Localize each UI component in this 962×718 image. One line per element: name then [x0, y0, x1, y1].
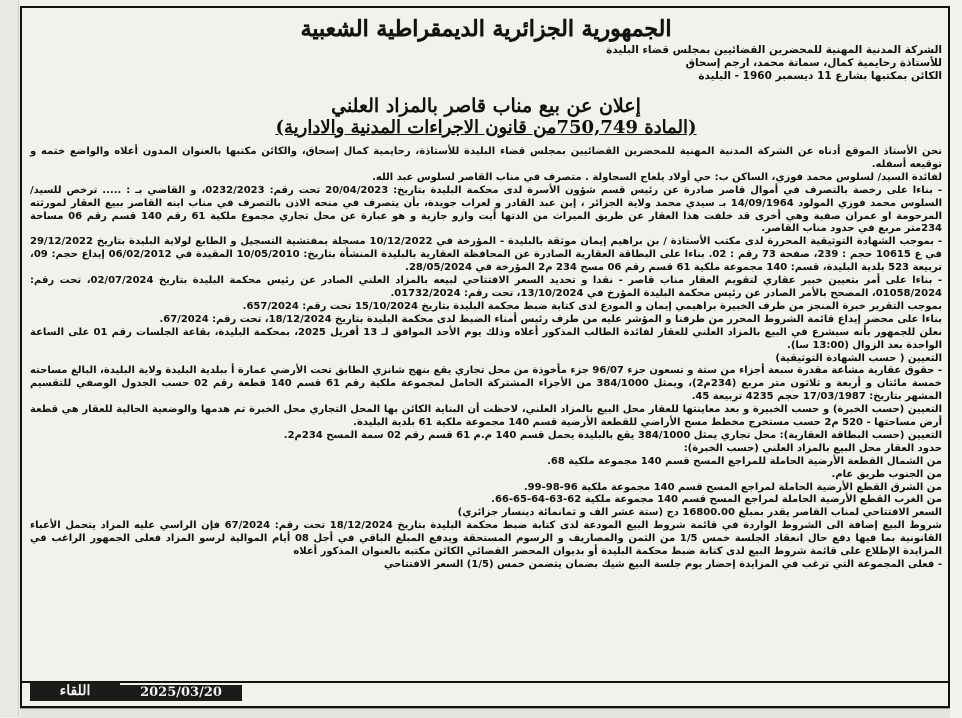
- publication-date: 2025/03/20: [120, 685, 242, 701]
- announcement-subtitle: (المادة 750,749من قانون الاجراءات المدنية والادارية): [275, 117, 697, 138]
- company-line-1: الشركة المدنية المهنية للمحضرين القضائيين بمجلس قضاء البليدة: [606, 44, 942, 56]
- paragraph: - فعلى المجموعة التي ترغب في المزايدة إحضار يوم جلسة البيع شيك بضمان يتضمن خمس (1/5) السعر الافتتاحي: [383, 559, 942, 570]
- newspaper-name: اللقاء: [30, 682, 120, 701]
- boundary-line: من الشمال القطعة الأرضية الحاملة للمراجع المسح قسم 140 مجموعة ملكية 68.: [547, 455, 942, 467]
- announcement-title: إعلان عن بيع مناب قاصر بالمزاد العلني: [331, 95, 641, 117]
- announcement-body: [30, 146, 942, 572]
- boundary-line: من الغرب القطع الأرضية الحاملة لمراجع المسح قسم 140 مجموعة ملكية 62-63-64-65-66.: [491, 494, 942, 506]
- paragraph: بناءا على محضر إيداع قائمة الشروط المحرر من طرفنا و المؤشر عليه من طرف رئيس أمناء الضبط لدى محكمة البليدة بتاريخ 18/12/2024، تحت رقم: 67/2024.: [159, 313, 942, 325]
- paragraph: بموجب التقرير خبرة المنجز من طرف الخبيرة براهيمي إيمان و المودع لدى كتابة ضبط محكمة البليدة بتاريخ 15/10/2024 تحت رقم: 657/2024.: [242, 300, 942, 312]
- page-edge: [0, 0, 19, 717]
- boundary-line: من الجنوب طريق عام.: [831, 468, 942, 480]
- paragraph: لفائدة السيد/ لسلوس محمد فوزي، الساكن ب: حي أولاد يلعاج السحاولة . متصرف في مناب القاصر لسلوس عبد الله.: [372, 171, 942, 183]
- paragraph: التعيين (حسب البطاقة العقارية): محل تجاري يمثل 384/1000 يقع بالبليدة يحمل قسم 140 م.م 61 قسم رقم 02 سمة المسح 234م2.: [283, 429, 942, 441]
- paragraph: - بموجب الشهادة التوثيقية المحررة لدى مكتب الأستاذة / بن براهيم إيمان موثقة بالبليدة - المؤرخة في 10/12/2022 مسجلة بمفتشية التسجيل و الطابع لولاية البليدة بتاريخ 29/12/2022 في ع 10615 حجم : 239، صفحة 73 رقم : 02. بناءا على البطاقة العقارية الصادرة عن المحافظة العقارية بالبليدة المنشأة بتاريخ: 10/05/2010 المقيدة في 06/02/2012 إيداع حجم: 09، تربيعة 523 بلدية البليدة، قسم: 140 مجموعة ملكية 61 قسم رقم 06 مسح 234 م2 المؤرخة في 28/05/2024.: [30, 236, 942, 274]
- boundary-line: من الشرق القطع الأرضية الحاملة لمراجع المسح قسم 140 مجموعة ملكية 96-98-99.: [523, 481, 942, 493]
- company-line-3: الكائن بمكتبها بشارع 11 ديسمبر 1960 - البليدة: [698, 70, 942, 82]
- company-line-2: للأستاذة رحايمية كمال، سماتة محمد، ارجم إسحاق: [685, 57, 942, 69]
- republic-heading: الجمهورية الجزائرية الديمقراطية الشعبية: [300, 16, 672, 42]
- paragraph: - حقوق عقارية مشاعة مقدرة سبعة أجزاء من ستة و تسعون جزء 96/07 جزء مأخوذة من محل تجاري يقع بنهج شانزي الطابق تحت الأرضي عمارة أ ببلدية البليدة ولاية البليدة، البالغ مساحته خمسة مائتان و أربعة و ثلاثون متر مربع (234م2)، ويمثل 384/1000 من الأجزاء المشتركة الحامل لمجموعة ملكية رقم 61 قسم 140 قطعة رقم 02 حسب الجدول الوصفي للتقسيم المشهر بتاريخ: 17/03/1987 حجم 4235 تربيعة 45.: [30, 365, 942, 403]
- paragraph: نعلن للجمهور بأنه سيشرع في البيع بالمزاد العلني للعقار لفائدة الطالب المذكور أعلاه وذلك يوم الأحد الموافق لـ 13 أفريل 2025، بمحكمة البليدة، بقاعة الجلسات رقم 01 على الساعة الواحدة بعد الزوال (13:00 سا).: [30, 326, 943, 351]
- paragraph: - بناءا على أمر بتعيين خبير عقاري لتقويم العقار مناب قاصر - نقدا و تحديد السعر الافتتاحي لبيعه بالمزاد العلني الصادر عن رئيس محكمة البليدة بتاريخ 02/07/2024، تحت رقم: 01058/2024، المصحح بالأمر الصادر عن رئيس محكمة البليدة المؤرخ في 13/10/2024، تحت رقم: 01732/2024.: [30, 275, 942, 299]
- section-heading: التعيين ( حسب الشهادة التوثيقية): [775, 352, 942, 364]
- paragraph: شروط البيع إضافة الى الشروط الواردة في قائمة شروط البيع المودعة لدى كتابة ضبط محكمة البليدة بتاريخ 18/12/2024 تحت رقم: 67/2024 فإن الراسي عليه المزاد يتحمل الأعباء القانونية بما فيها دفع حال انعقاد الجلسة خمس 1/5 من الثمن والمصاريف و الرسوم المستحقة ويدفع المبلغ الباقي في أجل 08 أيام الموالية لرسو المزاد فعلى الجمهور الراغب في المزايدة الإطلاع على قائمة شروط البيع لدى كتابة ضبط محكمة البليدة أو بديوان المحضر القضائي الكائن مكتبه بالعنوان المذكور أعلاه: [30, 520, 942, 558]
- paragraph: نحن الأستاذ الموقع أدناه عن الشركة المدنية المهنية للمحضرين القضائيين بمجلس قضاء البليدة للأستاذة، رحايمية كمال إسحاق، والكائن مكتبها بالعنوان المدون أعلاه والواضع ختمه و توقيعه أسفله.: [30, 146, 942, 170]
- paragraph: التعيين (حسب الخبرة) و حسب الخبيرة و بعد معاينتها للعقار محل البيع بالمزاد العلني، لاحظت أن البناية الكائن بها المحل التجاري محل الخبرة تم هدمها والوضعية الحالية للعقار هي قطعة أرض مساحتها - 520 م2 حسب مستخرج مخطط مسح الأراضي للقطعة الأرضية قسم 140 مجموعة ملكية 61 بلدية البليدة.: [30, 404, 942, 429]
- paragraph: - بناءا على رخصة بالتصرف في أموال قاصر صادرة عن رئيس قسم شؤون الأسرة لدى محكمة البليدة بتاريخ: 20/04/2023 تحت رقم: 0232/2023، و القاضي بـ : ..... ترخص للسيد/ السلوس محمد فوزي المولود 14/09/1964 بـ سيدي محمد ولاية الجزائر ، إبن عبد القادر و لعراب جويدة، بأن يتصرف في منحه الاذن بالتصرف في مناب ابنه القاصر ببيع العقار لمورثته المرحومة او عمران صفية وهي أخرى قد خلفت هذا العقار عن طريق الميراث من الدتها أيت وازو جازية و هو عبارة عن محل تجاري مجموع ملكية 61 رقم 140 قسم رقم 06 مساحة 234متر مربع في حدود مناب القاصر.: [30, 184, 942, 235]
- announcement-content: [30, 12, 942, 680]
- paragraph: السعر الافتتاحي لمناب القاصر يقدر بمبلغ 16800.00 دج (ستة عشر الف و ثمانمائة دينسار جزائري): [457, 507, 942, 519]
- section-heading: حدود العقار محل البيع بالمزاد العلني (حسب الخبرة):: [683, 442, 942, 454]
